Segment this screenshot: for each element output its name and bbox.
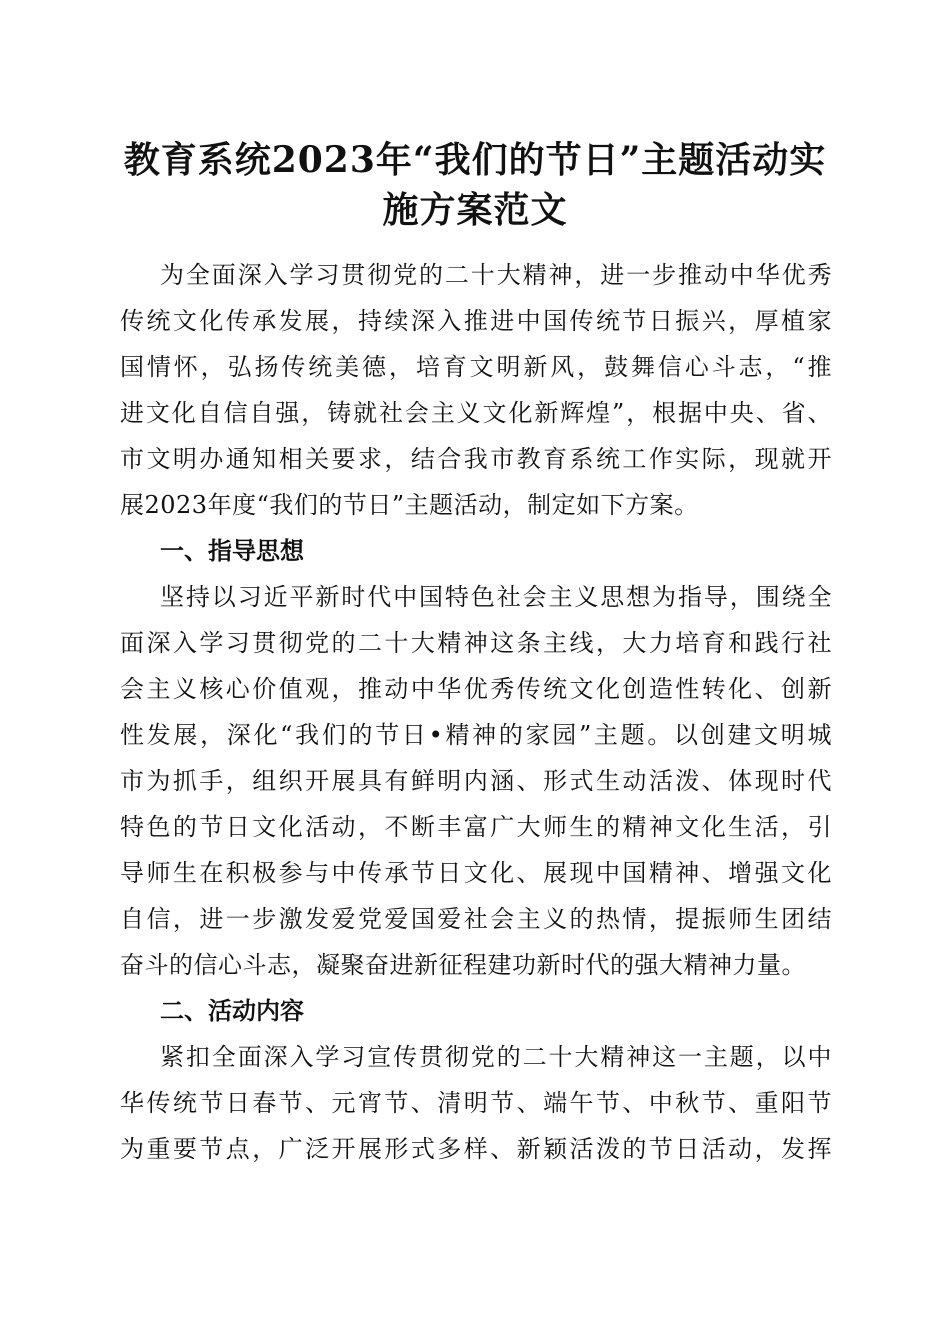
section1-line: 导师生在积极参与中传承节日文化、展现中国精神、增强文化 (120, 859, 832, 887)
section1-line: 面深入学习贯彻党的二十大精神这条主线，大力培育和践行社 (120, 629, 832, 657)
intro-line: 传统文化传承发展，持续深入推进中国传统节日振兴，厚植家 (120, 307, 832, 335)
intro-line: 市文明办通知相关要求，结合我市教育系统工作实际，现就开 (120, 445, 832, 473)
section-heading-guiding-ideology: 一、指导思想 (160, 537, 304, 565)
section1-line: 性发展，深化“我们的节日•精神的家园”主题。以创建文明城 (120, 721, 832, 749)
section1-line: 自信，进一步激发爱党爱国爱社会主义的热情，提振师生团结 (120, 905, 832, 933)
section2-line: 华传统节日春节、元宵节、清明节、端午节、中秋节、重阳节 (120, 1089, 832, 1117)
section1-line: 奋斗的信心斗志，凝聚奋进新征程建功新时代的强大精神力量。 (120, 951, 806, 979)
section1-line: 会主义核心价值观，推动中华优秀传统文化创造性转化、创新 (120, 675, 832, 703)
document-title-line-2: 施方案范文 (382, 189, 568, 231)
intro-line: 展2023年度“我们的节日”主题活动，制定如下方案。 (120, 491, 699, 519)
intro-line: 为全面深入学习贯彻党的二十大精神，进一步推动中华优秀 (160, 261, 832, 289)
intro-line: 国情怀，弘扬传统美德，培育文明新风，鼓舞信心斗志，“推 (120, 353, 832, 381)
section1-line: 特色的节日文化活动，不断丰富广大师生的精神文化生活，引 (120, 813, 832, 841)
document-body (120, 252, 832, 1172)
document-title-line-1: 教育系统2023年“我们的节日”主题活动实 (123, 139, 827, 181)
section-heading-activity-content: 二、活动内容 (160, 997, 304, 1025)
section2-line: 为重要节点，广泛开展形式多样、新颖活泼的节日活动，发挥 (120, 1135, 832, 1163)
section1-line: 坚持以习近平新时代中国特色社会主义思想为指导，围绕全 (160, 583, 832, 611)
section1-line: 市为抓手，组织开展具有鲜明内涵、形式生动活泼、体现时代 (120, 767, 832, 795)
intro-line: 进文化自信自强，铸就社会主义文化新辉煌”，根据中央、省、 (120, 399, 832, 427)
section2-line: 紧扣全面深入学习宣传贯彻党的二十大精神这一主题，以中 (160, 1043, 832, 1071)
